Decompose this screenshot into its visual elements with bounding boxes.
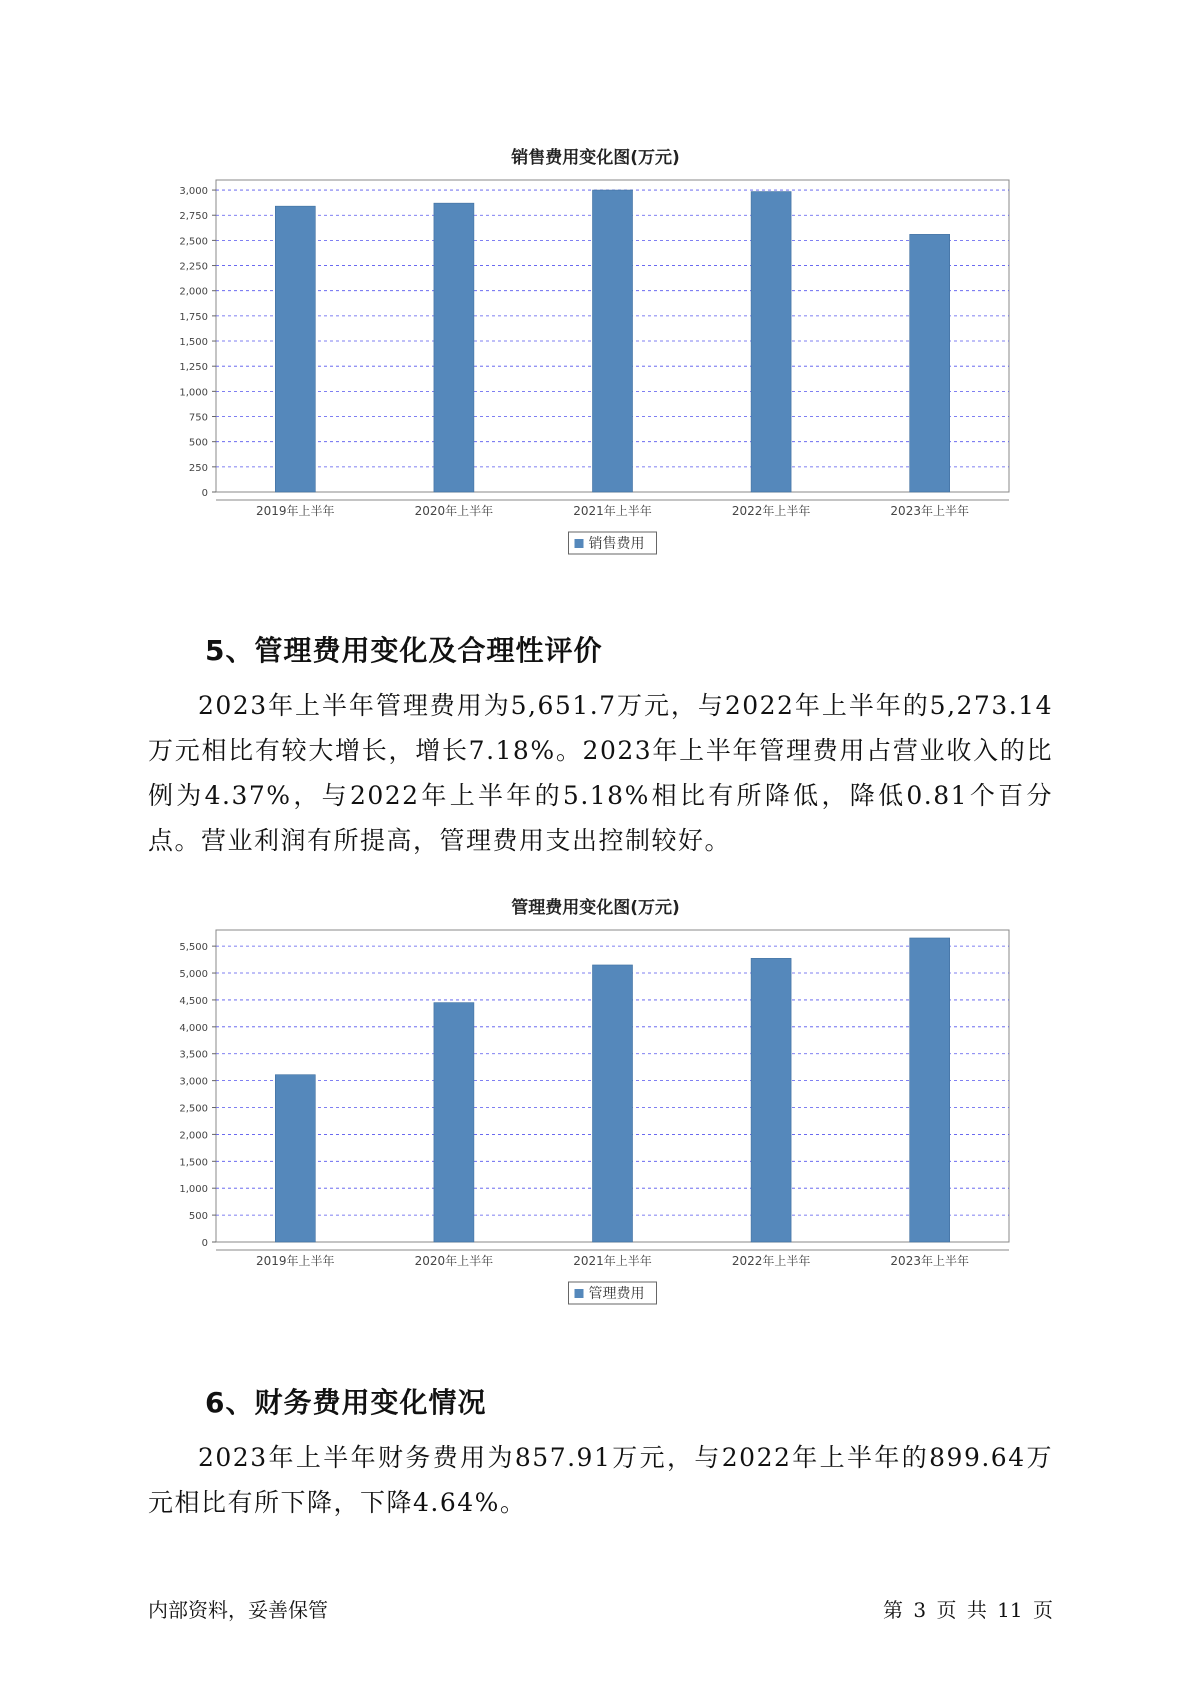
y-tick-label: 2,500	[179, 236, 208, 248]
y-tick-label: 500	[188, 1211, 208, 1223]
y-tick-label: 0	[201, 488, 208, 499]
legend-swatch	[575, 539, 584, 548]
bar	[751, 192, 791, 492]
x-tick-label: 2023年上半年	[890, 1254, 969, 1268]
y-tick-label: 3,000	[179, 186, 208, 198]
section5-paragraph: 2023年上半年管理费用为5,651.7万元，与2022年上半年的5,273.14万元相比有较大增长，增长7.18%。2023年上半年管理费用占营业收入的比例为4.37%，与2022年上半年的5.18%相比有所降低，降低0.81个百分点。营业利润有所提高，管理费用支出控制较好。	[148, 691, 1053, 855]
footer-page-number: 第 3 页 共 11 页	[883, 1598, 1053, 1622]
bar	[275, 1075, 315, 1242]
y-tick-label: 250	[188, 462, 208, 474]
x-tick-label: 2021年上半年	[573, 504, 652, 518]
x-tick-label: 2023年上半年	[890, 504, 969, 518]
y-tick-label: 1,000	[179, 1184, 208, 1196]
section6-heading: 6、财务费用变化情况	[205, 1386, 487, 1419]
y-tick-label: 4,500	[179, 995, 208, 1007]
y-tick-label: 1,250	[179, 362, 208, 374]
y-tick-label: 2,750	[179, 211, 208, 223]
legend-label: 销售费用	[588, 536, 645, 552]
y-tick-label: 5,500	[179, 942, 208, 954]
legend-swatch	[575, 1289, 584, 1298]
bar	[593, 190, 633, 492]
chart1-title: 销售费用变化图(万元)	[511, 148, 680, 168]
x-tick-label: 2022年上半年	[731, 1254, 811, 1268]
y-tick-label: 2,000	[179, 286, 208, 298]
sales-expense-chart	[150, 172, 1030, 592]
legend	[569, 1282, 657, 1304]
y-tick-label: 1,750	[179, 311, 208, 323]
x-tick-label: 2020年上半年	[414, 1254, 494, 1268]
y-tick-label: 2,500	[179, 1103, 208, 1115]
y-tick-label: 1,500	[179, 1157, 208, 1169]
bar	[910, 938, 950, 1242]
management-expense-chart	[150, 922, 1030, 1342]
bar	[910, 234, 950, 492]
y-tick-label: 1,500	[179, 337, 208, 349]
bar	[434, 203, 474, 492]
bar	[275, 206, 315, 492]
chart2-title: 管理费用变化图(万元)	[511, 898, 680, 918]
bar	[593, 965, 633, 1242]
y-tick-label: 750	[188, 412, 208, 424]
x-tick-label: 2019年上半年	[256, 1254, 335, 1268]
y-tick-label: 4,000	[179, 1022, 208, 1034]
y-tick-label: 2,250	[179, 261, 208, 273]
y-tick-label: 1,000	[179, 387, 208, 399]
x-tick-label: 2019年上半年	[256, 504, 335, 518]
y-tick-label: 3,000	[179, 1076, 208, 1088]
section6-paragraph: 2023年上半年财务费用为857.91万元，与2022年上半年的899.64万元相比有所下降，下降4.64%。	[148, 1443, 1053, 1517]
y-tick-label: 3,500	[179, 1049, 208, 1061]
bar	[751, 958, 791, 1242]
legend	[569, 532, 657, 554]
y-tick-label: 0	[201, 1238, 208, 1249]
section5-heading: 5、管理费用变化及合理性评价	[205, 634, 603, 667]
bar	[434, 1003, 474, 1242]
y-tick-label: 5,000	[179, 969, 208, 981]
x-tick-label: 2021年上半年	[573, 1254, 652, 1268]
x-tick-label: 2020年上半年	[414, 504, 494, 518]
y-tick-label: 500	[188, 437, 208, 449]
footer-confidential-note: 内部资料，妥善保管	[148, 1598, 328, 1622]
y-tick-label: 2,000	[179, 1130, 208, 1142]
legend-label: 管理费用	[588, 1286, 645, 1302]
x-tick-label: 2022年上半年	[731, 504, 811, 518]
